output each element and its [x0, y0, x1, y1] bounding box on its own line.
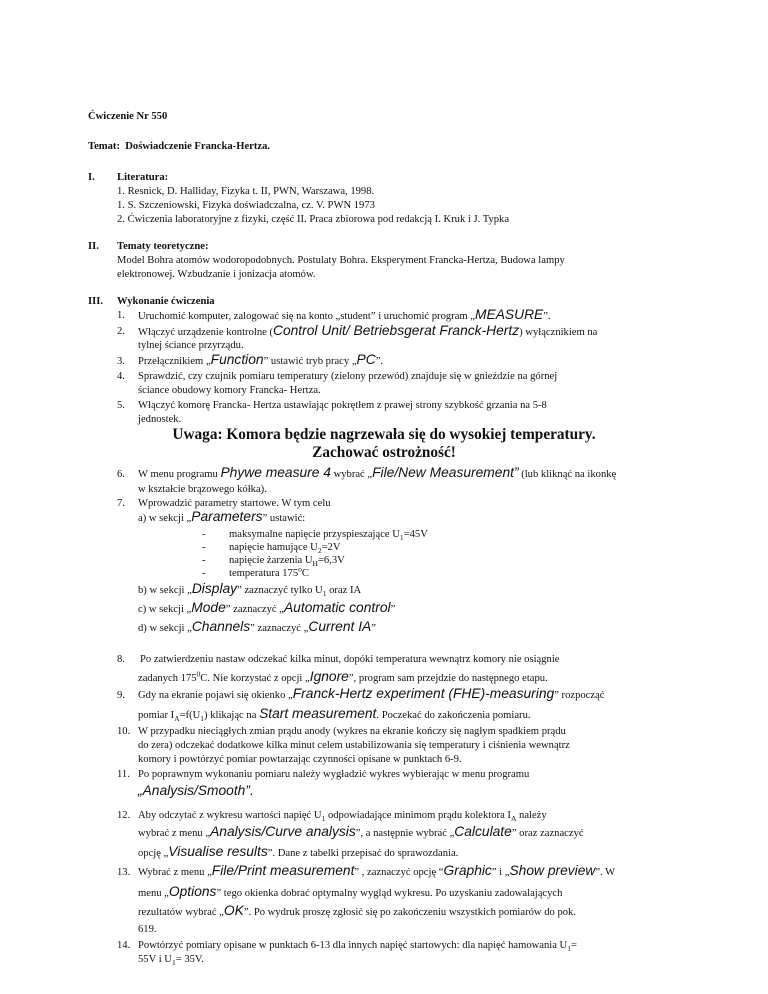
- step-13-a5: ” i „: [491, 867, 510, 878]
- step-8-text-b: C. Nie korzystać z opcji „: [200, 673, 310, 684]
- step-6-text-b: wybrać „: [330, 469, 373, 480]
- step-6-text: W menu programu: [138, 469, 221, 480]
- step-9-b3: =f(U: [179, 710, 201, 721]
- step-7a-text: a) w sekcji „: [138, 513, 192, 524]
- step-number: 6.: [117, 469, 125, 480]
- step-12-b1: wybrać z menu „: [138, 828, 211, 839]
- warning-line-1: Uwaga: Komora będzie nagrzewała się do wysokiej temperatury.: [172, 426, 596, 443]
- exercise-number: Ćwiczenie Nr 550: [88, 111, 168, 122]
- step-7b-end: oraz IA: [326, 585, 362, 596]
- step-9-cont: [138, 707, 531, 724]
- theory-line-2: elektronowej. Wzbudzanie i jonizacja atomów.: [117, 269, 316, 280]
- step-number: 8.: [117, 654, 125, 665]
- topic-label: Temat:: [88, 141, 120, 152]
- step-9-b1: pomiar I: [138, 710, 175, 721]
- step-13-a3: ” , zaznaczyć opcję “: [354, 867, 444, 878]
- step-9-text: Gdy na ekranie pojawi się okienko „: [138, 690, 293, 701]
- step-6-program: Phywe measure 4: [220, 465, 331, 480]
- param-1-label: maksymalne napięcie przyspieszające U: [229, 529, 400, 540]
- step-7c-section: Mode: [191, 600, 226, 615]
- step-number: 5.: [117, 400, 125, 411]
- step-4-cont: ściance obudowy komory Francka- Hertza.: [138, 385, 321, 396]
- theory-line-1: Model Bohra atomów wodoropodobnych. Postulaty Bohra. Eksperyment Francka-Hertza, Budowa lampy: [117, 255, 565, 266]
- step-13-cont-2: [138, 904, 576, 921]
- step-14: [138, 939, 577, 954]
- param-4-sup: o: [298, 564, 302, 574]
- step-12-a1: Aby odczytać z wykresu wartości napięć U: [138, 810, 322, 821]
- param-3-label: napięcie żarzenia U: [229, 555, 313, 566]
- param-3-value: =6,3V: [317, 555, 345, 566]
- step-13-cont-1: [138, 885, 562, 902]
- step-number: 12.: [117, 810, 131, 821]
- step-6-cont: w kształcie brązowego kółka).: [138, 484, 267, 495]
- step-9-end: ” rozpocząć: [554, 690, 605, 701]
- param-dash: -: [202, 555, 206, 566]
- step-1-end: ”.: [543, 311, 551, 322]
- step-8-cont: [138, 670, 548, 687]
- step-7a: [138, 510, 305, 527]
- param-1-value: =45V: [403, 529, 428, 540]
- step-9-b4: 1: [200, 714, 205, 724]
- step-7d-text: d) w sekcji „: [138, 623, 192, 634]
- step-11-menu: „Analysis/Smooth”.: [138, 783, 254, 798]
- step-13-options: Options: [168, 884, 217, 899]
- step-number: 14.: [117, 940, 131, 951]
- param-4-value: C: [301, 568, 309, 579]
- step-13-c1: rezultatów wybrać „: [138, 907, 224, 918]
- step-4: Sprawdzić, czy czujnik pomiaru temperatury (zielony przewód) znajduje się w gnieździe na górnej: [138, 371, 558, 382]
- warning-line-2: Zachować ostrożność!: [312, 444, 456, 461]
- section-1-number: I.: [88, 172, 95, 183]
- step-7d-option: Current IA: [308, 619, 372, 634]
- step-13-preview: Show preview: [509, 863, 596, 878]
- step-number: 9.: [117, 690, 125, 701]
- topic-text: Doświadczenie Francka-Hertza.: [125, 141, 271, 152]
- step-2-device: Control Unit/ Betriebsgerat Franck-Hertz: [273, 323, 520, 338]
- literature-item-2: 1. S. Szczeniowski, Fizyka doświadczalna, cz. V. PWN 1973: [117, 200, 375, 211]
- step-number: 2.: [117, 326, 125, 337]
- section-3-title: Wykonanie ćwiczenia: [117, 296, 215, 307]
- step-12-a5: należy: [516, 810, 547, 821]
- step-12-c3: ”. Dane z tabelki przepisać do sprawozdania.: [267, 848, 459, 859]
- step-14-a1: Powtórzyć pomiary opisane w punktach 6-13 dla innych napięć startowych: dla napięć hamowania U: [138, 940, 568, 951]
- step-9: [138, 687, 604, 704]
- step-number: 13.: [117, 867, 131, 878]
- step-2-text-b: ) wyłącznikiem na: [519, 327, 598, 338]
- step-6-text-c: (lub kliknąć na ikonkę: [518, 469, 617, 480]
- step-7c: [138, 601, 395, 618]
- step-13-menu: File/Print measurement: [211, 863, 355, 878]
- step-14-a2: 1: [567, 944, 571, 954]
- step-13-cont-3: 619.: [138, 924, 157, 935]
- step-9-b7: . Poczekać do zakończenia pomiaru.: [376, 710, 531, 721]
- step-12-b5: ” oraz zaznaczyć: [511, 828, 584, 839]
- param-dash: -: [202, 542, 206, 553]
- step-12: [138, 809, 547, 824]
- step-12-menu: Analysis/Curve analysis: [210, 824, 356, 839]
- step-9-window: Franck-Hertz experiment (FHE)-measuring: [292, 686, 555, 701]
- section-2-title: Tematy teoretyczne:: [117, 241, 209, 252]
- step-number: 3.: [117, 356, 125, 367]
- step-number: 4.: [117, 371, 125, 382]
- step-7b-text: b) w sekcji „: [138, 585, 192, 596]
- step-13-ok: OK: [223, 903, 244, 918]
- topic-line: [88, 140, 270, 155]
- step-12-a2: 1: [321, 814, 326, 824]
- step-7c-option: Automatic control: [283, 600, 391, 615]
- step-12-b3: ”, a następnie wybrać „: [355, 828, 455, 839]
- step-13-b3: ” tego okienka dobrać optymalny wygląd wykresu. Po uzyskaniu zadowalających: [216, 888, 563, 899]
- step-7b-text-b: ” zaznaczyć tylko U: [237, 585, 323, 596]
- step-12-calculate: Calculate: [454, 824, 512, 839]
- step-3-text-b: ” ustawić tryb pracy „: [263, 356, 357, 367]
- step-12-visualise: Visualise results: [168, 844, 268, 859]
- param-2-value: =2V: [321, 542, 341, 553]
- step-8: Po zatwierdzeniu nastaw odczekać kilka minut, dopóki temperatura wewnątrz komory nie osiągnie: [140, 654, 560, 665]
- step-7d: [138, 620, 376, 637]
- param-2-label: napięcie hamujące U: [229, 542, 318, 553]
- step-14-a3: =: [570, 940, 577, 951]
- step-10-cont-2: komory i powtórzyć pomiar powtarzając czynności opisane w punktach 6-9.: [138, 754, 462, 765]
- step-5-cont: jednostek.: [138, 414, 182, 425]
- step-1-text: Uruchomić komputer, zalogować się na konto „student” i uruchomić program „: [138, 311, 475, 322]
- param-2-sub: 2: [317, 546, 322, 556]
- section-2-number: II.: [88, 241, 99, 252]
- step-8-text: zadanych 175: [138, 673, 197, 684]
- step-3-pc: PC: [356, 352, 376, 367]
- step-11: Po poprawnym wykonaniu pomiaru należy wygładzić wykres wybierając w menu programu: [138, 769, 530, 780]
- step-3-text: Przełącznikiem „: [138, 356, 211, 367]
- step-9-start: Start measurement: [259, 706, 377, 721]
- step-3: [138, 353, 383, 370]
- step-10-cont-1: do zera) odczekać dodatkowe kilka minut celem ustabilizowania się temperatury i ciśnienia wewnątrz: [138, 740, 570, 751]
- step-12-c1: opcję „: [138, 848, 169, 859]
- step-7d-section: Channels: [191, 619, 251, 634]
- param-dash: -: [202, 568, 206, 579]
- step-5: Włączyć komorę Francka- Hertza ustawiając pokrętłem z prawej strony szybkość grzania na 5-8: [138, 400, 547, 411]
- step-9-b5: ) klikając na: [204, 710, 260, 721]
- param-4-label: temperatura 175: [229, 568, 299, 579]
- step-13-graphic: Graphic: [443, 863, 492, 878]
- step-13-a7: ”. W: [595, 867, 616, 878]
- step-7d-end: ”: [371, 623, 376, 634]
- section-3-number: III.: [88, 296, 104, 307]
- step-number: 11.: [117, 769, 130, 780]
- step-14-b1: 55V i U: [138, 954, 172, 965]
- step-12-a4: A: [510, 814, 517, 824]
- step-2-cont: tylnej ściance przyrządu.: [138, 340, 244, 351]
- step-13: [138, 864, 615, 881]
- step-13-b1: menu „: [138, 888, 169, 899]
- param-1-sub: 1: [399, 533, 404, 543]
- param-3-sub: H: [312, 559, 318, 569]
- step-9-b2: A: [174, 714, 180, 724]
- step-14-b2: 1: [171, 958, 176, 968]
- step-10: W przypadku nieciągłych zmian prądu anody (wykres na ekranie kończy się nagłym spadkiem prądu: [138, 726, 566, 737]
- literature-item-3: 2. Ćwiczenia laboratoryjne z fizyki, część II. Praca zbiorowa pod redakcją I. Kruk i J. Typka: [117, 214, 510, 225]
- step-12-a3: odpowiadające minimom prądu kolektora I: [325, 810, 511, 821]
- step-7b-sub: 1: [322, 589, 327, 599]
- step-number: 7.: [117, 498, 125, 509]
- step-7c-text: c) w sekcji „: [138, 604, 192, 615]
- step-3-end: ”.: [375, 356, 384, 367]
- step-8-sup: 0: [196, 669, 201, 679]
- step-3-function: Function: [210, 352, 264, 367]
- step-7a-section: Parameters: [191, 509, 263, 524]
- literature-item-1: 1. Resnick, D. Halliday, Fizyka t. II, PWN, Warszawa, 1998.: [117, 186, 375, 197]
- step-number: 1.: [117, 310, 125, 321]
- step-7c-text-b: ” zaznaczyć „: [225, 604, 284, 615]
- step-8-end: ”, program sam przejdzie do następnego etapu.: [348, 673, 548, 684]
- step-2-text: Włączyć urządzenie kontrolne (: [138, 327, 273, 338]
- step-14-cont: [138, 953, 204, 968]
- step-7: Wprowadzić parametry startowe. W tym celu: [138, 498, 331, 509]
- step-14-b3: = 35V.: [175, 954, 204, 965]
- step-7c-end: ”: [390, 604, 396, 615]
- step-7d-text-b: ” zaznaczyć „: [250, 623, 309, 634]
- step-7b-section: Display: [191, 581, 238, 596]
- step-7b: [138, 582, 361, 599]
- step-7a-end: ” ustawić:: [262, 513, 306, 524]
- step-6: [138, 466, 616, 483]
- step-number: 10.: [117, 726, 131, 737]
- step-12-cont-2: [138, 845, 458, 862]
- step-6-menu: File/New Measurement”: [372, 465, 519, 480]
- param-dash: -: [202, 529, 206, 540]
- step-13-c3: ”. Po wydruk proszę zgłosić się po zakończeniu wszystkich pomiarów do pok.: [243, 907, 576, 918]
- step-12-cont-1: [138, 825, 584, 842]
- step-13-a1: Wybrać z menu „: [138, 867, 212, 878]
- step-1-program: MEASURE: [475, 307, 544, 322]
- step-8-ignore: Ignore: [309, 669, 349, 684]
- section-1-title: Literatura:: [117, 172, 169, 183]
- param-4: [229, 564, 309, 582]
